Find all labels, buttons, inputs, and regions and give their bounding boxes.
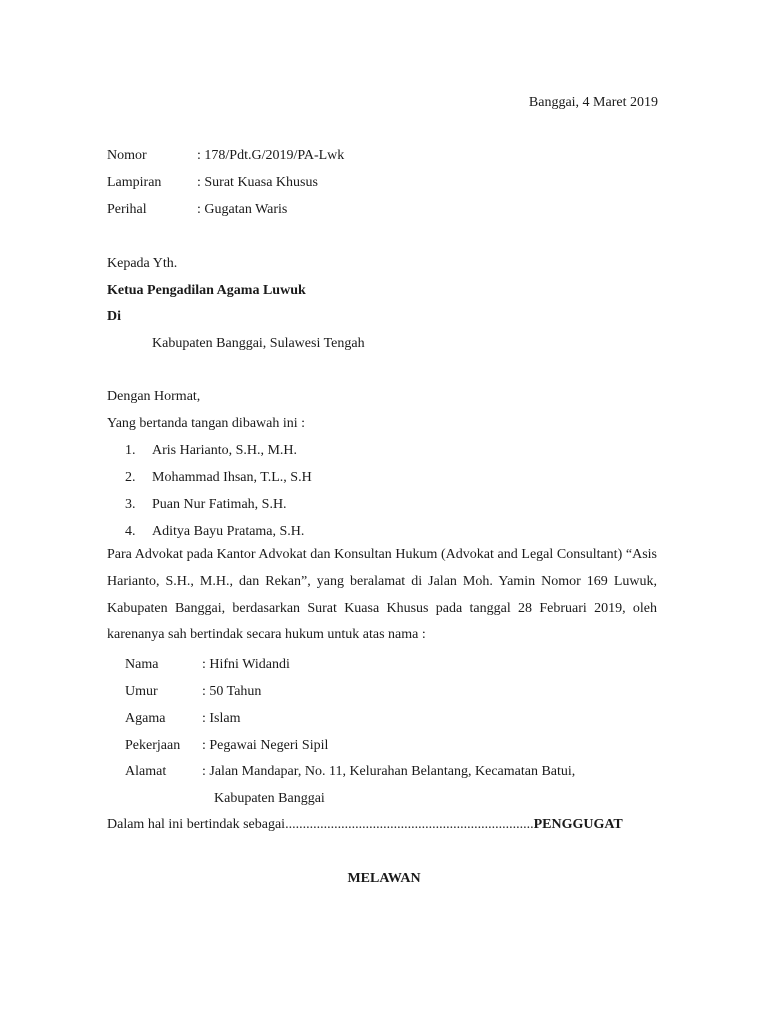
signatory-name: Aditya Bayu Pratama, S.H. xyxy=(152,524,305,539)
header-label-lampiran: Lampiran xyxy=(107,175,162,190)
capacity-dots: ....................................................................... xyxy=(285,817,534,832)
intro-line: Yang bertanda tangan dibawah ini : xyxy=(107,416,306,431)
signatory-number: 3. xyxy=(125,497,136,512)
header-value-perihal: : Gugatan Waris xyxy=(197,202,288,217)
capacity-text: Dalam hal ini bertindak sebagai xyxy=(107,817,286,832)
client-value-pekerjaan: : Pegawai Negeri Sipil xyxy=(202,738,329,753)
client-label-agama: Agama xyxy=(125,711,166,726)
signatory-number: 1. xyxy=(125,443,136,458)
recipient-location: Kabupaten Banggai, Sulawesi Tengah xyxy=(152,336,365,351)
versus-heading: MELAWAN xyxy=(347,871,421,886)
signatory-number: 4. xyxy=(125,524,136,539)
client-label-alamat: Alamat xyxy=(125,764,167,779)
signatory-name: Aris Harianto, S.H., M.H. xyxy=(152,443,298,458)
client-label-nama: Nama xyxy=(125,657,159,672)
header-label-nomor: Nomor xyxy=(107,148,147,163)
header-value-nomor: : 178/Pdt.G/2019/PA-Lwk xyxy=(197,148,345,163)
signatory-name: Mohammad Ihsan, T.L., S.H xyxy=(152,470,312,485)
signatory-number: 2. xyxy=(125,470,136,485)
client-address-continued: Kabupaten Banggai xyxy=(214,791,325,806)
client-value-agama: : Islam xyxy=(202,711,241,726)
recipient-salutation: Kepada Yth. xyxy=(107,256,178,271)
client-label-umur: Umur xyxy=(125,684,158,699)
recipient-di: Di xyxy=(107,309,121,324)
greeting: Dengan Hormat, xyxy=(107,389,201,404)
client-value-umur: : 50 Tahun xyxy=(202,684,262,699)
header-label-perihal: Perihal xyxy=(107,202,147,217)
capacity-role: PENGGUGAT xyxy=(533,817,623,832)
place-date: Banggai, 4 Maret 2019 xyxy=(528,95,658,110)
client-value-nama: : Hifni Widandi xyxy=(202,657,290,672)
client-value-alamat: : Jalan Mandapar, No. 11, Kelurahan Belantang, Kecamatan Batui, xyxy=(202,764,576,779)
body-paragraph: Para Advokat pada Kantor Advokat dan Konsultan Hukum (Advokat and Legal Consultant) “Asis Harianto, S.H., M.H., dan Rekan”, yang beralamat di Jalan Moh. Yamin Nomor 169 Luwuk, Kabupaten Banggai, berdasarkan Surat Kuasa Khusus pada tanggal 28 Februari 2019, oleh karenanya sah bertindak secara hukum untuk atas nama : xyxy=(107,547,657,643)
recipient-name: Ketua Pengadilan Agama Luwuk xyxy=(107,283,306,298)
client-label-pekerjaan: Pekerjaan xyxy=(125,738,181,753)
signatory-name: Puan Nur Fatimah, S.H. xyxy=(152,497,287,512)
header-value-lampiran: : Surat Kuasa Khusus xyxy=(197,175,318,190)
capacity-line xyxy=(107,816,623,834)
